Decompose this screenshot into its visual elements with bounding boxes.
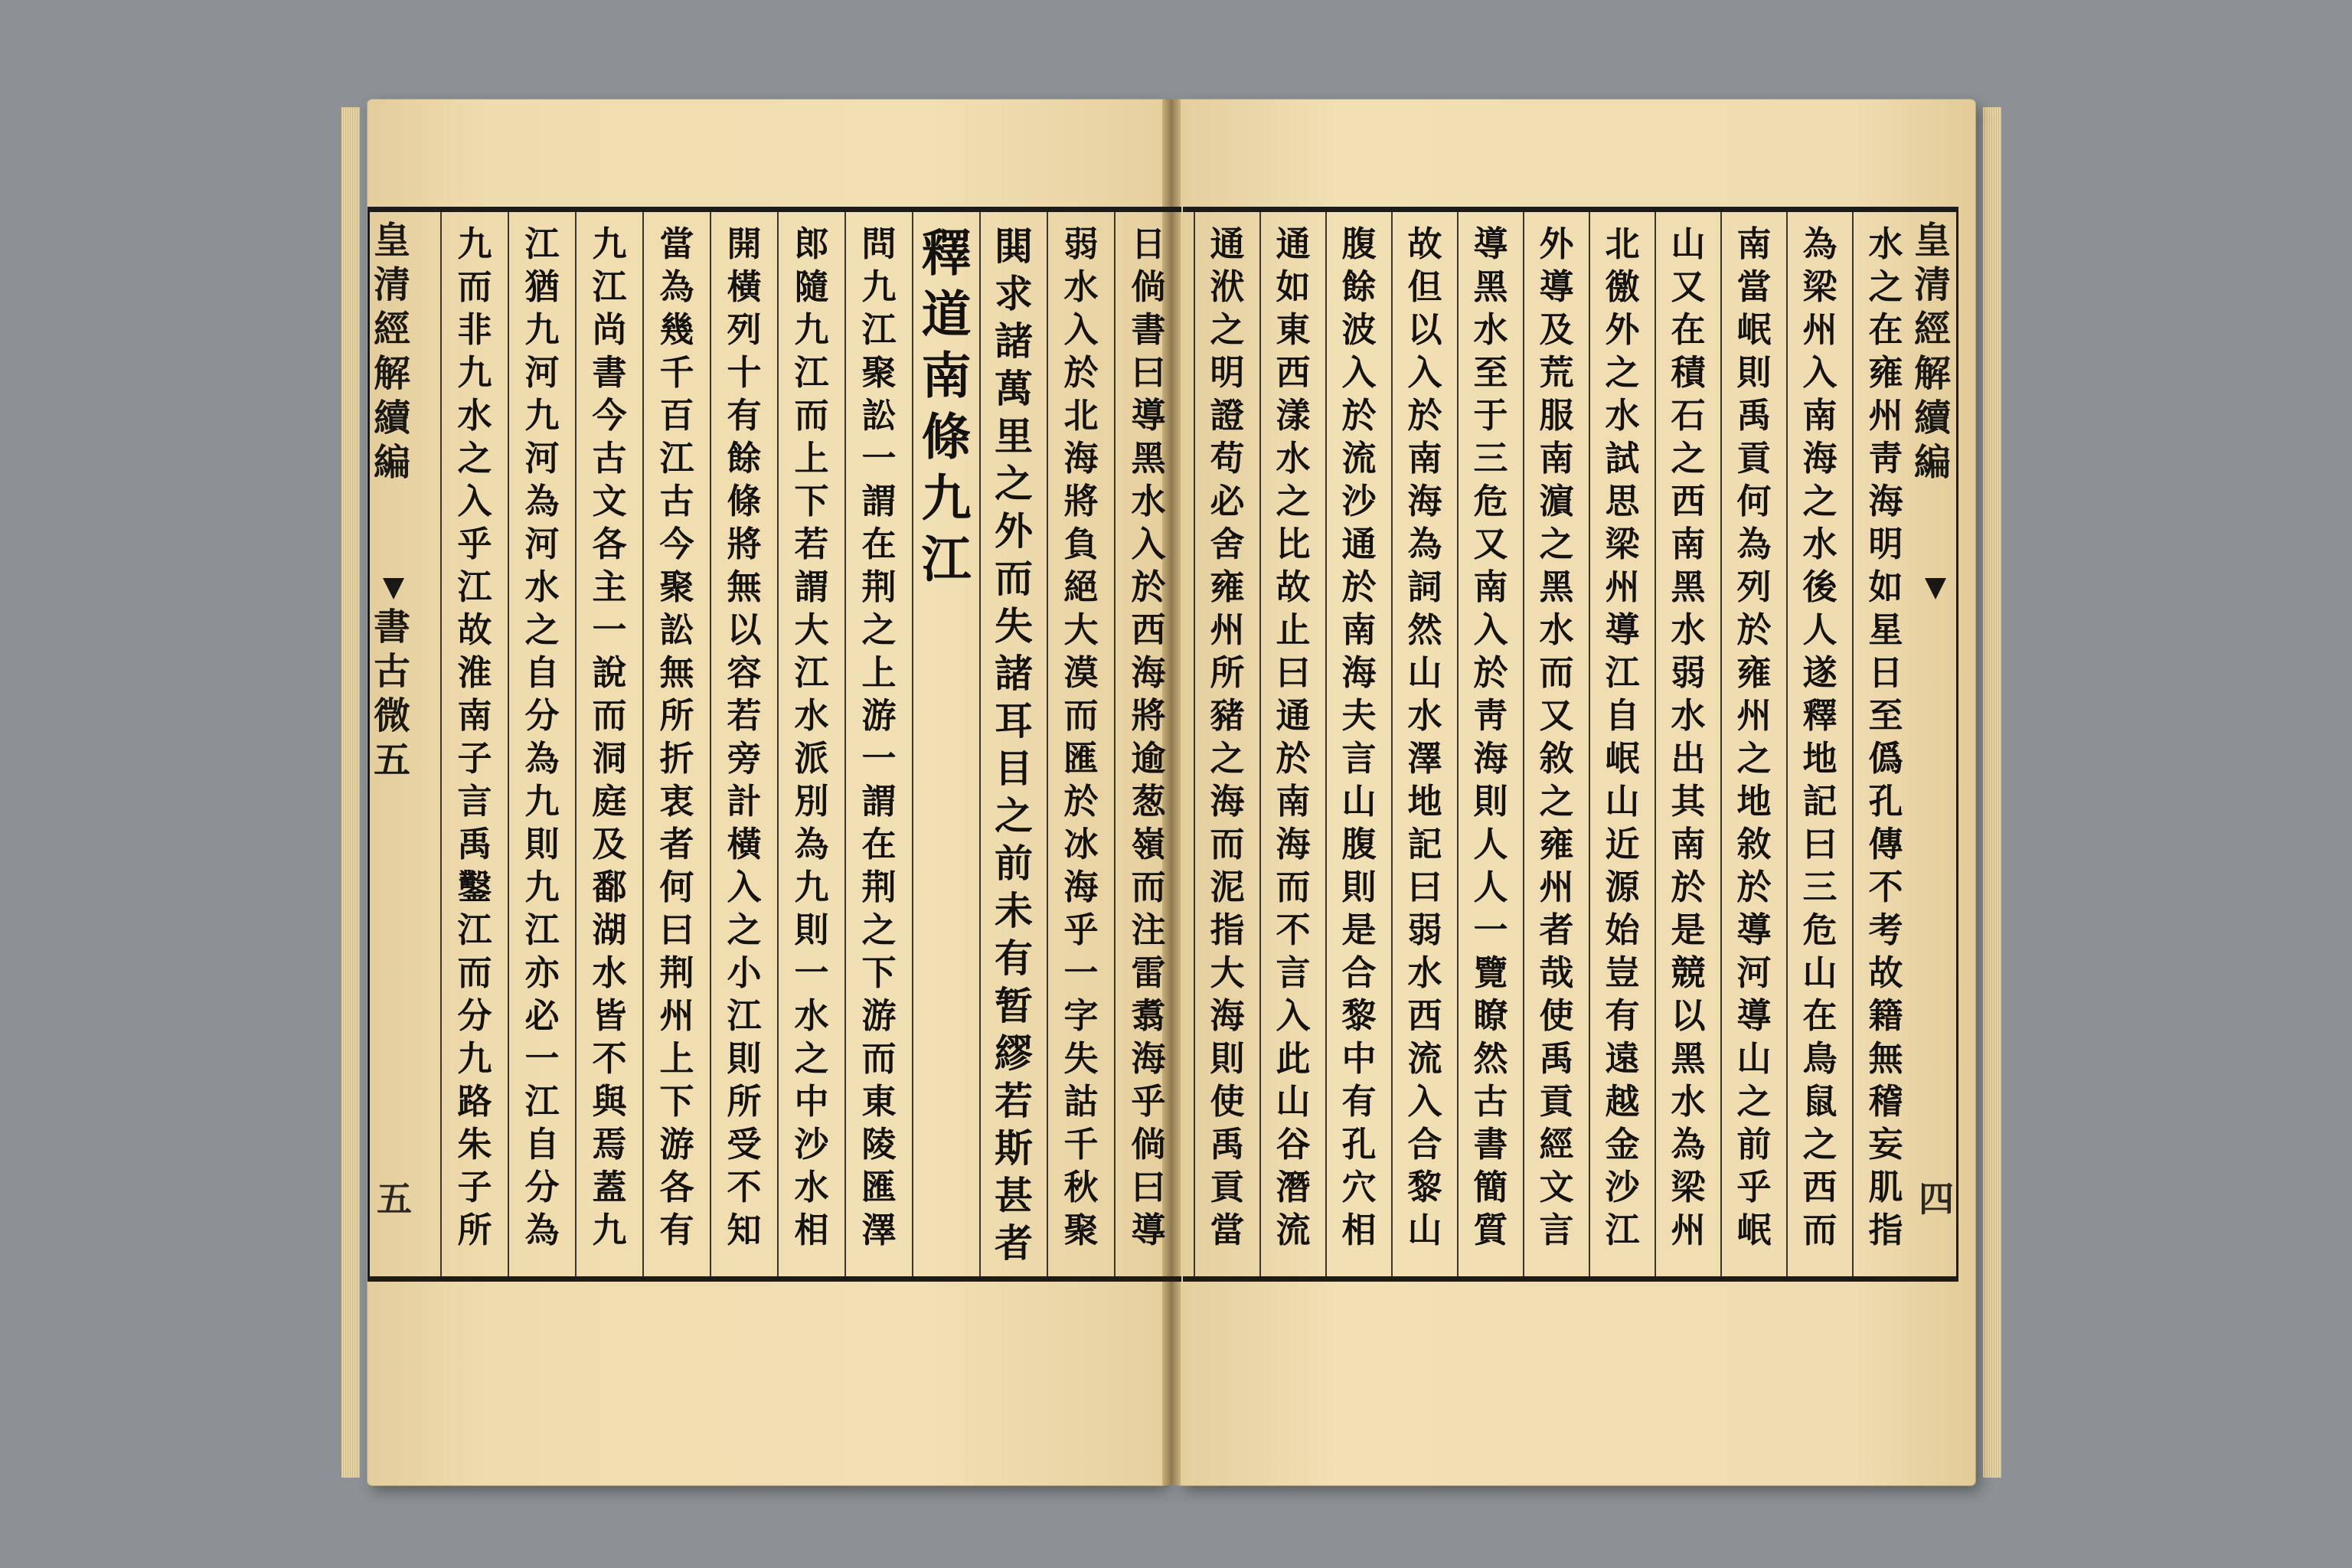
right-text-column: 為 梁 州 入 南 海 之 水 後 人 遂 釋 地 記 曰 三 危 山 在 鳥 鼠 之 西 而 [1786, 212, 1852, 1276]
right-page-number: 四 [1919, 1178, 1954, 1220]
right-text-column: 外 導 及 荒 服 南 濵 之 黑 水 而 又 敘 之 雍 州 者 哉 使 禹 貢 經 文 言 [1523, 212, 1589, 1276]
left-text-column: 問 九 江 聚 訟 一 謂 在 荆 之 上 游 一 謂 在 荆 之 下 游 而 東 陵 匯 澤 [844, 212, 912, 1276]
right-text-column: 水 之 在 雍 州 靑 海 明 如 星 日 至 僞 孔 傳 不 考 故 籍 無 稽 妄 肌 指 [1852, 212, 1918, 1276]
right-text-column: 通 洑 之 明 證 苟 必 舍 雍 州 所 豬 之 海 而 泥 指 大 海 則 使 禹 貢 當 [1194, 212, 1259, 1276]
right-text-frame [1183, 207, 1958, 1282]
right-text-column: 導 黑 水 至 于 三 危 又 南 入 於 靑 海 則 人 人 一 覽 瞭 然 古 書 簡 質 [1457, 212, 1523, 1276]
left-page-number: 五 [377, 1178, 412, 1220]
left-text-column: 郎 隨 九 江 而 上 下 若 謂 大 江 水 派 別 為 九 則 一 水 之 中 沙 水 相 [777, 212, 844, 1276]
left-text-column: 日 倘 書 曰 導 黑 水 入 於 西 海 將 逾 葱 嶺 而 注 雷 翥 海 乎 倘 曰 導 [1114, 212, 1181, 1276]
left-columns [416, 212, 1181, 1276]
right-text-column: 故 但 以 入 於 南 海 為 詞 然 山 水 澤 地 記 曰 弱 水 西 流 入 合 黎 山 [1391, 212, 1457, 1276]
right-margin-title: 皇 清 經 解 續 編 [1914, 219, 1952, 484]
right-text-column: 南 當 岷 則 禹 貢 何 為 列 於 雍 州 之 地 敘 於 導 河 導 山 之 前 乎 岷 [1720, 212, 1786, 1276]
left-text-column: 弱 水 入 於 北 海 將 負 絕 大 漠 而 匯 於 冰 海 乎 一 字 失 詁 千 秋 聚 [1047, 212, 1114, 1276]
right-text-column: 北 徼 外 之 水 試 思 梁 州 導 江 自 岷 山 近 源 始 豈 有 遠 越 金 沙 江 [1589, 212, 1655, 1276]
right-text-column: 腹 餘 波 入 於 流 沙 通 於 南 海 夫 言 山 腹 則 是 合 黎 中 有 孔 穴 相 [1325, 212, 1391, 1276]
left-text-column: 釋 道 南 條 九 江 [912, 212, 979, 1276]
left-text-column: 九 而 非 九 水 之 入 乎 江 故 淮 南 子 言 禹 鑿 江 而 分 九 路 朱 子 所 [440, 212, 508, 1276]
left-margin-title: 皇 清 經 解 續 編 [374, 219, 411, 484]
left-text-frame [368, 207, 1181, 1282]
left-text-column: 開 橫 列 十 有 餘 條 將 無 以 容 若 旁 計 橫 入 之 小 江 則 所 受 不 知 [710, 212, 777, 1276]
left-text-column: 閧 求 諸 萬 里 之 外 而 失 諸 耳 目 之 前 未 有 暂 繆 若 斯 甚 者 [979, 212, 1047, 1276]
right-page-edges [1983, 107, 2001, 1478]
right-columns [1183, 212, 1918, 1276]
right-text-column: 通 如 東 西 漾 水 之 比 故 止 曰 通 於 南 海 而 不 言 入 此 山 谷 潛 流 [1259, 212, 1325, 1276]
left-text-column: 江 猶 九 河 九 河 為 河 水 之 自 分 為 九 則 九 江 亦 必 一 江 自 分 為 [508, 212, 575, 1276]
left-margin-section: 書 古 微 五 [374, 606, 411, 782]
left-text-column: 九 江 尚 書 今 古 文 各 主 一 說 而 洞 庭 及 鄱 湖 水 皆 不 與 焉 蓋 九 [575, 212, 642, 1276]
left-text-column: 當 為 幾 千 百 江 古 今 聚 訟 無 所 折 衷 者 何 曰 荆 州 上 下 游 各 有 [642, 212, 710, 1276]
right-text-column: 山 又 在 積 石 之 西 南 黑 水 弱 水 出 其 南 於 是 競 以 黑 水 為 梁 州 [1655, 212, 1720, 1276]
left-page-edges [341, 107, 360, 1478]
